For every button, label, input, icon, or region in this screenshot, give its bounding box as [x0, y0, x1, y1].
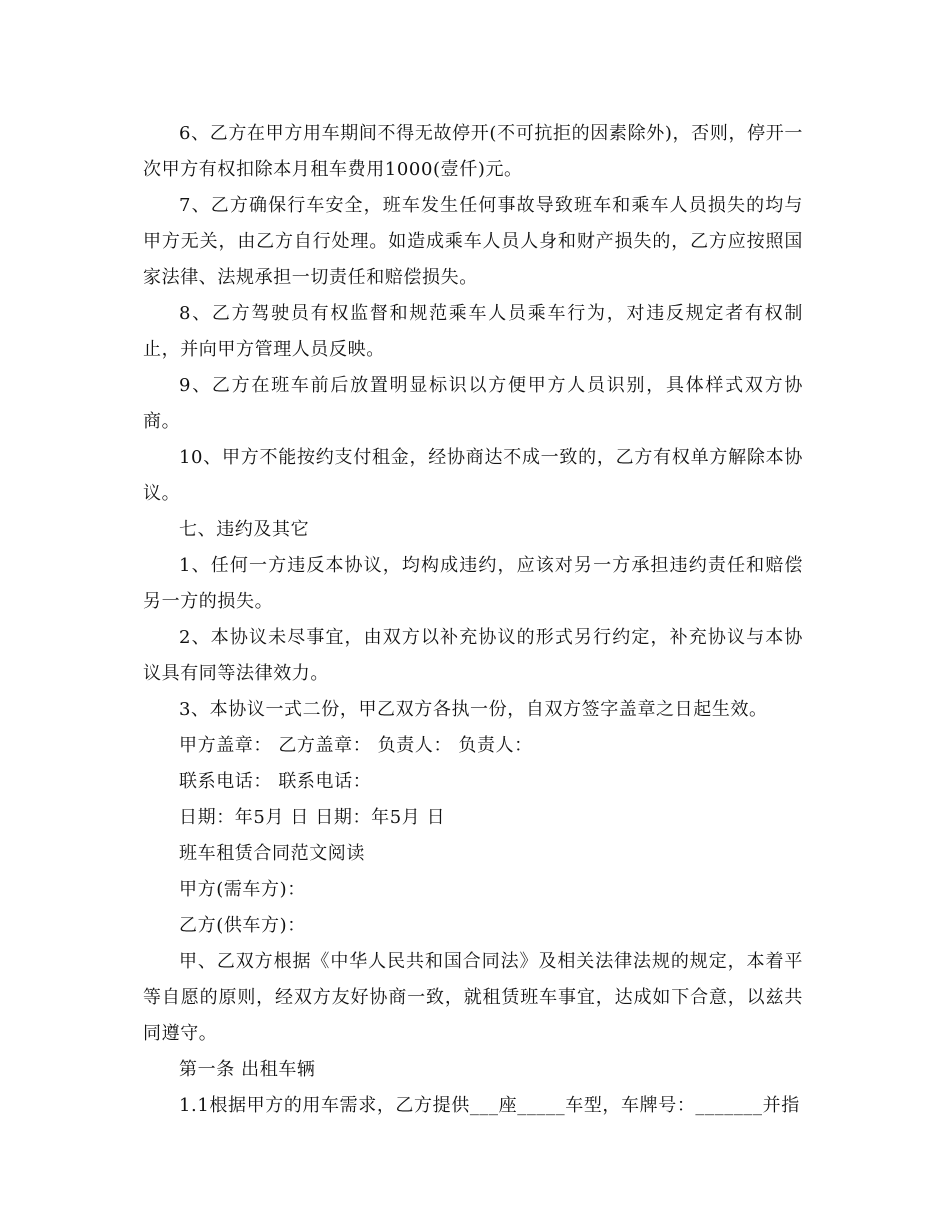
clause-8: 8、乙方驾驶员有权监督和规范乘车人员乘车行为，对违反规定者有权制止，并向甲方管理人员反映。: [143, 303, 803, 360]
article-1-1: 1.1根据甲方的用车需求，乙方提供___座_____车型，车牌号：_______并指: [179, 1095, 800, 1116]
contact-phone-line: 联系电话： 联系电话：: [179, 771, 372, 792]
sample-contract-title: 班车租赁合同范文阅读: [179, 843, 365, 864]
document-body: [143, 116, 803, 1124]
breach-clause-3: 3、本协议一式二份，甲乙双方各执一份，自双方签字盖章之日起生效。: [179, 699, 768, 720]
date-line: 日期：年5月 日 日期：年5月 日: [179, 807, 446, 828]
article-1-heading: 第一条 出租车辆: [179, 1059, 316, 1080]
breach-clause-2: 2、本协议未尽事宜，由双方以补充协议的形式另行约定，补充协议与本协议具有同等法律效力。: [143, 627, 803, 684]
clause-6: 6、乙方在甲方用车期间不得无故停开(不可抗拒的因素除外)，否则，停开一次甲方有权扣除本月租车费用1000(壹仟)元。: [143, 123, 803, 180]
clause-10: 10、甲方不能按约支付租金，经协商达不成一致的，乙方有权单方解除本协议。: [143, 447, 803, 504]
party-a-line: 甲方(需车方)：: [179, 879, 306, 900]
clause-9: 9、乙方在班车前后放置明显标识以方便甲方人员识别，具体样式双方协商。: [143, 375, 803, 432]
breach-clause-1: 1、任何一方违反本协议，均构成违约，应该对另一方承担违约责任和赔偿另一方的损失。: [143, 555, 803, 612]
party-b-line: 乙方(供车方)：: [179, 915, 306, 936]
preamble: 甲、乙双方根据《中华人民共和国合同法》及相关法律法规的规定，本着平等自愿的原则，经双方友好协商一致，就租赁班车事宜，达成如下合意，以兹共同遵守。: [143, 951, 803, 1044]
section-heading-breach: 七、违约及其它: [179, 519, 310, 540]
clause-7: 7、乙方确保行车安全，班车发生任何事故导致班车和乘车人员损失的均与甲方无关，由乙方自行处理。如造成乘车人员人身和财产损失的，乙方应按照国家法律、法规承担一切责任和赔偿损失。: [143, 195, 803, 288]
signature-line: 甲方盖章： 乙方盖章： 负责人： 负责人：: [179, 735, 533, 756]
